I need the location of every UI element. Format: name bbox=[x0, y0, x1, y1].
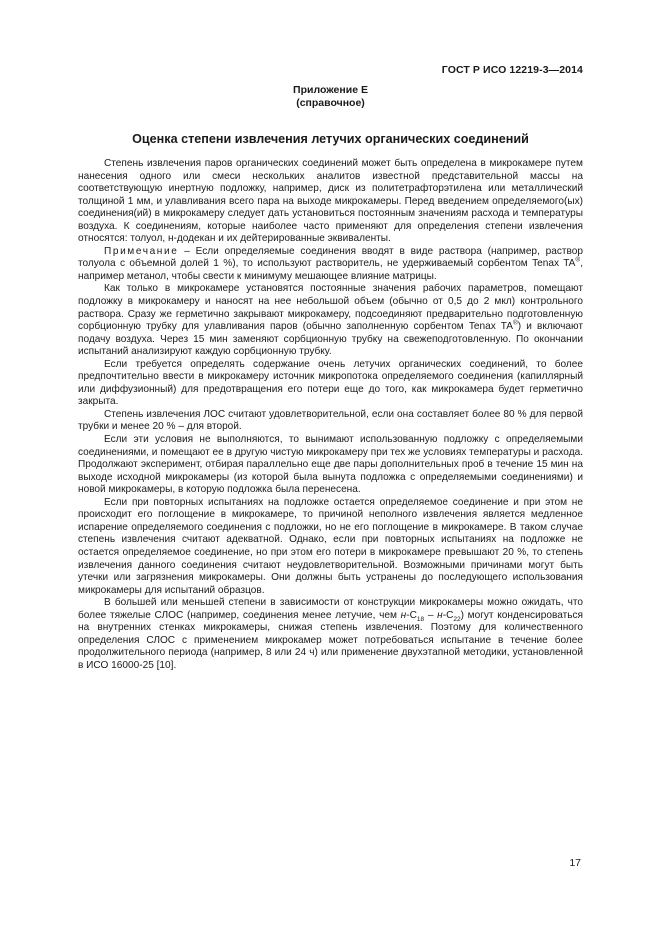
note-label: Примечание bbox=[104, 245, 179, 257]
procedure-text-part-1: Как только в микрокамере установятся постоянные значения рабочих параметров, помещают подложку в микрокамеру и наносят на нее небольшой объем (обычно от 0,5 до 2 мкл) контрольного раствора. Сразу же герметично закрывают микрокамеру, подсоединяют предварительно подготовленную сорбционную трубку для улавливания паров (обычно заполненную сорбентом Tenax TA bbox=[78, 283, 583, 333]
paragraph-interpretation: Если при повторных испытаниях на подложке остается определяемое соединение и при этом не происходит его поглощение в микрокамере, то причиной неполного извлечения является медленное испарение определяемого соединения с подложки, но не его поглощение в микрокамере. В таком случае степень извлечения считают адекватной. Однако, если при повторных испытаниях на подложке не остается определяемое соединение, но при этом его потери в микрокамере превышают 20 %, то степень извлечения данного соединения считают неудовлетворительной. Возможными причинами могут быть утечки или загрязнения микрокамеры. Они должны быть устранены до последующего использования микрокамеры для испытаний образцов. bbox=[78, 496, 583, 596]
registered-mark: ® bbox=[512, 319, 518, 327]
annex-label: Приложение Е bbox=[293, 84, 368, 96]
standard-id-header: ГОСТ Р ИСО 12219-3—2014 bbox=[441, 64, 583, 76]
paragraph-heavy-compounds bbox=[78, 597, 583, 672]
heavy-text-part-1: В большей или меньшей степени в зависимости от конструкции микрокамеры можно ожидать, что более тяжелые СЛОС (например, соединения менее летучие, чем bbox=[78, 597, 583, 621]
normal-prefix: н bbox=[437, 609, 443, 621]
paragraph-very-volatile: Если требуется определять содержание очень летучих органических соединений, то более предпочтительно ввести в микрокамеру источник микропотока определяемого соединения (капиллярный или диффузионный) для предотвращения его потери еще до того, как микрокамера будет герметично закрыта. bbox=[78, 358, 583, 408]
note-text-part-2: , например метанол, чтобы свести к минимуму мешающее влияние матрицы. bbox=[78, 258, 583, 282]
registered-mark: ® bbox=[575, 257, 581, 265]
range-dash: – bbox=[424, 609, 438, 621]
section-title: Оценка степени извлечения летучих органических соединений bbox=[132, 132, 529, 146]
carbon-count-subscript: 18 bbox=[416, 615, 425, 623]
note-text-part-1: – Если определяемые соединения вводят в виде раствора (например, раствор толуола с объемной долей 1 %), то используют растворитель, не удерживаемый сорбентом Tenax TA bbox=[78, 245, 583, 270]
paragraph-criteria: Степень извлечения ЛОС считают удовлетворительной, если она составляет более 80 % для первой трубки и менее 20 % – для второй. bbox=[78, 408, 583, 433]
annex-type: (справочное) bbox=[296, 97, 365, 109]
page-number: 17 bbox=[569, 857, 581, 869]
carbon-label: -С bbox=[406, 609, 417, 621]
normal-prefix: н bbox=[400, 609, 407, 621]
annex-heading bbox=[0, 84, 661, 110]
note-paragraph bbox=[78, 246, 583, 284]
paragraph-procedure bbox=[78, 283, 583, 358]
carbon-label: -С bbox=[442, 609, 454, 621]
body-text bbox=[78, 158, 583, 672]
paragraph-repeat-test: Если эти условия не выполняются, то вынимают использованную подложку с определяемыми соединениями, и помещают ее в другую чистую микрокамеру при тех же условиях температуры и расхода. Продолжают эксперимент, отбирая параллельно еще две пары дополнительных проб в течение 15 мин на выходе исходной микрокамеры (из которой была вынута подложка с определяемыми соединениями) и новой микрокамеры, в которую подложка была перенесена. bbox=[78, 434, 583, 496]
paragraph-intro: Степень извлечения паров органических соединений может быть определена в микрокамере путем нанесения одного или смеси нескольких аналитов известной представительной массы на соответствующую инертную подложку, например, диск из политетрафторэтилена или металлический толщиной 1 мм, и улавливания всего пара на выходе микрокамеры. Перед введением определяемого(ых) соединения(ий) в микрокамеру следует дать установиться постоянным значениям расхода и температуры воздуха. К соединениям, которые наиболее часто применяют для определения степени извлечения относятся: толуол, н-додекан и их дейтерированные эквиваленты. bbox=[78, 158, 583, 245]
heavy-text-part-2: ) могут конденсироваться на внутренних стенках микрокамеры, снижая степень извлечения. Поэтому для количественного определения СЛОС с применением микрокамер может потребоваться испытание в течение более продолжительного периода (например, 8 или 24 ч) или применение двухэтапной методики, установленной в ИСО 16000-25 [10]. bbox=[78, 609, 583, 671]
procedure-text-part-2: ) и включают подачу воздуха. Через 15 мин заменяют сорбционную трубку на свежеподготовленную. По окончании испытаний анализируют каждую сорбционную трубку. bbox=[78, 321, 583, 358]
carbon-count-subscript: 22 bbox=[453, 615, 461, 623]
